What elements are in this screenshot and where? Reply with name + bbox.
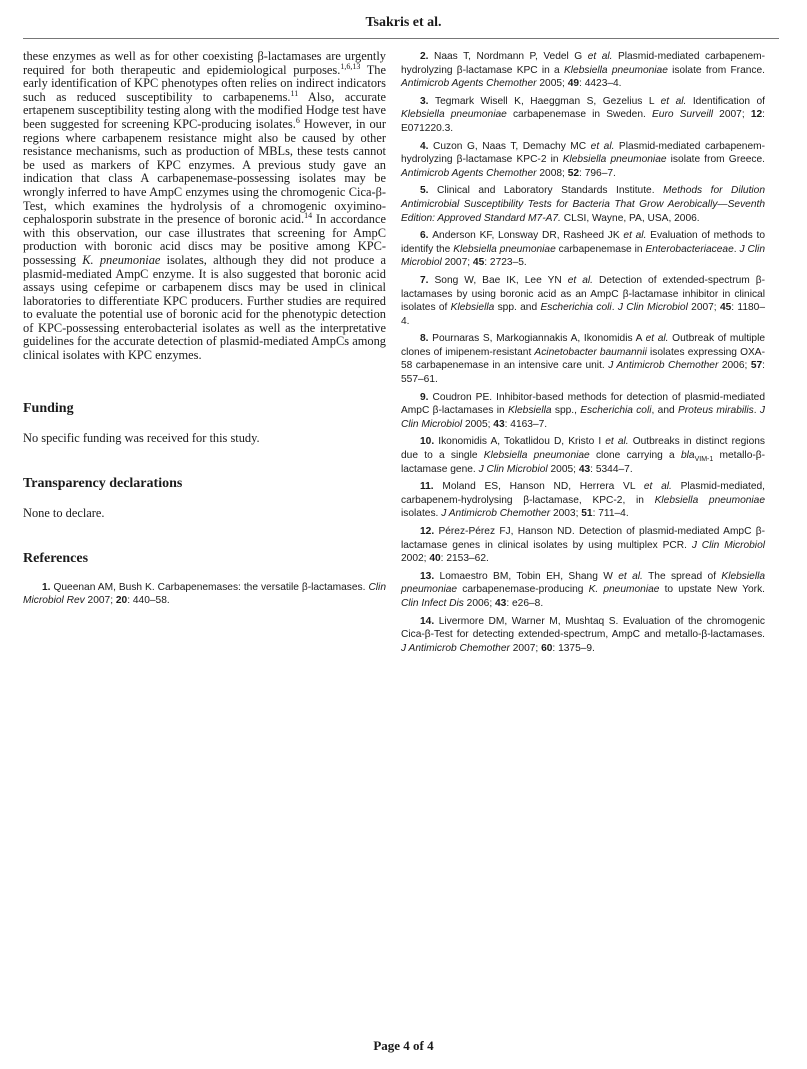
reference-volume: 60 — [541, 642, 553, 654]
reference-text: Cuzon G, Naas T, Demachy MC — [433, 140, 591, 152]
reference-italic-text: J Clin Microbiol — [617, 302, 688, 314]
reference-text: 2005; — [547, 463, 579, 475]
reference-text: Plasmid-mediated carbapenem-hydrolyzing β-lactamase KPC in a — [401, 51, 765, 76]
reference-text: isolate from France. — [667, 64, 765, 76]
reference-volume: 12 — [750, 109, 763, 121]
reference-italic-text: Proteus mirabilis — [677, 405, 754, 417]
reference-text: 2007; — [687, 302, 720, 314]
species-name: K. pneumoniae — [82, 252, 161, 267]
citation-superscript: 1,6,13 — [340, 61, 361, 71]
reference-number: 3. — [420, 95, 435, 107]
running-header — [0, 15, 807, 31]
reference-italic-text: Klebsiella pneumoniae — [483, 450, 590, 462]
reference-text: Coudron PE. Inhibitor-based methods for detection of plasmid-mediated AmpC β-lactamases in — [401, 391, 765, 417]
reference-text: : 4423–4. — [579, 78, 622, 90]
reference-number: 12. — [420, 526, 439, 537]
reference-volume: 45 — [472, 257, 485, 269]
reference-italic-text: Klebsiella pneumoniae — [562, 154, 667, 166]
body-text-segment: isolates, although they did not produce a plasmid-mediated AmpC enzyme. It is also suggested that boronic acid assays using cefepime or carbapenem discs may be used in clinical laboratories to differentiate KPC producers. Further studies are required to evaluate the potential use of boronic acid for the phenotypic detection of KPC-possessing enterobacterial isolates as well as the interpretative guidelines for the accurate detection of plasmid-mediated AmpCs among clinical isolates with KPC enzymes. — [23, 252, 387, 363]
reference-text: 2007; — [84, 595, 116, 607]
transparency-heading: Transparency declarations — [23, 475, 183, 491]
reference-italic-text: et al. — [623, 230, 647, 242]
reference-item — [401, 525, 765, 566]
reference-text: , and — [651, 405, 678, 417]
reference-italic-text: et al. — [567, 274, 593, 286]
reference-text: Livermore DM, Warner M, Mushtaq S. Evaluation of the chromogenic Cica-β-Test for detecting extended-spectrum, AmpC and metallo-β-lactamases. — [401, 615, 765, 641]
reference-italic-text: et al. — [645, 333, 669, 345]
reference-text: Song W, Bae IK, Lee YN — [434, 274, 568, 286]
reference-text: 2002; — [401, 553, 430, 565]
reference-text: Plasmid-mediated carbapenem-hydrolyzing β-lactamase KPC-2 in — [401, 140, 765, 166]
reference-text: Tegmark Wisell K, Haeggman S, Gezelius L — [434, 95, 661, 107]
reference-text: Evaluation of methods to identify the — [401, 230, 765, 255]
reference-item — [401, 274, 765, 328]
reference-italic-text: Klebsiella — [450, 302, 495, 314]
reference-number: 4. — [420, 140, 434, 152]
reference-number: 6. — [420, 230, 433, 242]
reference-volume: 20 — [115, 595, 128, 607]
reference-text: Outbreak of multiple clones of imipenem-resistant — [401, 333, 766, 358]
reference-text: : 796–7. — [579, 167, 616, 179]
reference-text: Queenan AM, Bush K. Carbapenemases: the versatile β-lactamases. — [53, 581, 369, 593]
reference-list-right — [401, 50, 765, 655]
reference-text: : 4163–7. — [504, 418, 548, 430]
left-column — [23, 50, 386, 612]
reference-text: . — [611, 302, 618, 314]
reference-italic-text: et al. — [587, 51, 613, 62]
reference-text: spp., — [551, 405, 581, 417]
reference-text: : 1180–4. — [401, 302, 766, 327]
reference-item — [401, 435, 765, 476]
reference-italic-text: Clin Microbiol Rev — [23, 581, 386, 607]
reference-text: Pérez-Pérez FJ, Hanson ND. Detection of plasmid-mediated AmpC β-lactamase genes in clinical isolates by using multiplex PCR. — [401, 526, 765, 551]
reference-italic-text: Escherichia coli — [580, 405, 652, 417]
reference-italic-text: Methods for Dilution Antimicrobial Susceptibility Tests for Bacteria That Grow Aerobically—Seventh Edition: Approved Standard M7-A7. — [401, 185, 766, 224]
citation-superscript: 11 — [290, 88, 299, 98]
reference-italic-text: Clin Infect Dis — [401, 597, 464, 609]
reference-text: 2008; — [536, 167, 568, 179]
reference-italic-text: J Antimicrob Chemother — [441, 508, 551, 520]
discussion-paragraph — [23, 50, 386, 363]
body-text-segment: Also, accurate ertapenem susceptibility testing along with the modified Hodge test have been suggested for screening KPC-producing isolates. — [23, 89, 387, 131]
reference-text: isolate from Greece. — [666, 154, 766, 166]
reference-volume: 52 — [567, 167, 580, 179]
citation-superscript: 14 — [304, 211, 313, 220]
reference-text: : E071220.3. — [401, 109, 765, 134]
reference-italic-text: et al. — [643, 481, 672, 493]
reference-text: carbapenemase in — [555, 243, 646, 255]
reference-text: isolates. — [401, 508, 442, 520]
reference-text: Plasmid-mediated, carbapenem-hydrolysing β-lactamase, KPC-2, in — [401, 481, 765, 506]
reference-italic-text: K. pneumoniae — [588, 584, 660, 596]
reference-number: 13. — [420, 570, 440, 582]
reference-list-left — [23, 581, 386, 608]
reference-volume: 43 — [578, 463, 591, 475]
reference-text: 2005; — [536, 78, 568, 90]
reference-text: clone carrying a — [589, 450, 681, 462]
reference-italic-text: J Clin Microbiol — [478, 463, 548, 475]
reference-item — [401, 184, 765, 225]
reference-italic-text: Escherichia coli — [540, 302, 612, 314]
reference-number: 10. — [420, 436, 439, 448]
reference-text: carbapenemase-producing — [457, 584, 589, 596]
reference-text: Moland ES, Hanson ND, Herrera VL — [442, 481, 644, 493]
reference-italic-text: et al. — [618, 570, 643, 582]
reference-text: CLSI, Wayne, PA, USA, 2006. — [560, 212, 700, 224]
reference-subscript: VIM-1 — [694, 456, 714, 464]
reference-volume: 43 — [495, 597, 507, 609]
reference-text: : 2153–62. — [440, 553, 489, 565]
reference-number: 9. — [420, 391, 433, 403]
reference-italic-text: Antimicrob Agents Chemother — [401, 167, 537, 179]
reference-number: 8. — [420, 333, 433, 345]
reference-italic-text: J Clin Microbiol — [401, 243, 765, 269]
reference-text: 2006; — [718, 360, 751, 372]
reference-item — [401, 570, 765, 611]
reference-italic-text: Klebsiella pneumoniae — [453, 243, 556, 255]
reference-text: carbapenemase in Sweden. — [506, 109, 652, 121]
reference-text: Clinical and Laboratory Standards Institute. — [437, 185, 664, 197]
reference-number: 14. — [420, 615, 439, 627]
reference-italic-text: J Clin Microbiol — [401, 405, 765, 430]
reference-italic-text: Klebsiella pneumoniae — [563, 64, 668, 76]
reference-text: 2003; — [550, 508, 582, 520]
reference-text: 2005; — [462, 418, 494, 430]
reference-italic-text: et al. — [660, 95, 687, 107]
reference-volume: 40 — [429, 553, 441, 565]
reference-italic-text: Euro Surveill — [651, 109, 714, 121]
reference-italic-text: J Antimicrob Chemother — [401, 642, 510, 654]
reference-text: Lomaestro BM, Tobin EH, Shang W — [439, 570, 619, 582]
reference-volume: 57 — [750, 360, 763, 372]
reference-italic-text: J Antimicrob Chemother — [608, 360, 719, 372]
reference-text: Naas T, Nordmann P, Vedel G — [433, 51, 588, 62]
reference-volume: 51 — [581, 508, 593, 520]
reference-text: spp. and — [494, 302, 541, 314]
reference-text: : 5344–7. — [590, 463, 633, 475]
reference-italic-text: J Clin Microbiol — [691, 539, 765, 551]
reference-italic-text: Enterobacteriaceae — [645, 243, 734, 255]
reference-text: . — [733, 243, 740, 255]
page-number: Page 4 of 4 — [373, 1038, 434, 1053]
reference-item — [401, 615, 765, 656]
reference-text: The spread of — [642, 570, 722, 582]
reference-number: 5. — [420, 185, 438, 197]
reference-italic-text: Klebsiella — [507, 405, 552, 417]
reference-text: : e26–8. — [506, 597, 544, 609]
reference-text: 2007; — [713, 109, 751, 121]
reference-text: : 440–58. — [127, 595, 170, 607]
reference-volume: 43 — [493, 418, 505, 430]
reference-number: 1. — [42, 581, 54, 593]
running-title: Tsakris et al. — [365, 15, 442, 30]
reference-text: isolates expressing OXA-58 carbapenemase in an intensive care unit. — [401, 346, 765, 372]
page-footer — [0, 1038, 807, 1054]
references-heading: References — [23, 550, 89, 566]
reference-volume: 45 — [719, 302, 732, 314]
body-text-segment: these enzymes as well as for other coexisting β-lactamases are urgently required for both therapeutic and epidemiological purposes. — [23, 49, 386, 77]
reference-text: Pournaras S, Markogiannakis A, Ikonomidis A — [432, 333, 646, 345]
reference-text: : 1375–9. — [552, 642, 595, 654]
reference-item — [401, 50, 765, 91]
reference-text: to upstate New York. — [659, 584, 765, 596]
body-text-segment: In accordance with this observation, our case illustrates that screening for AmpC production with boronic acid discs may be positive among KPC-possessing — [23, 212, 387, 267]
reference-italic-text: et al. — [590, 140, 615, 152]
reference-italic-text: Klebsiella pneumoniae — [401, 109, 507, 121]
funding-heading: Funding — [23, 400, 74, 416]
body-text-segment: However, in our regions where carbapenem resistance might also be caused by other resistance mechanisms, such as production of MBLs, these tests cannot be used as markers of KPC enzymes. A previous study gave an indication that class A carbapenemase-possessing isolates may be wrongly inferred to have AmpC enzymes using the chromogenic Cica-β-Test, which examines the hydrolysis of a chromogenic oxyimino-cephalosporin substrate in the presence of boronic acid. — [23, 116, 386, 227]
reference-text: Ikonomidis A, Tokatlidou D, Kristo I — [438, 436, 606, 448]
reference-italic-text: Klebsiella pneumoniae — [401, 570, 766, 596]
reference-text: Anderson KF, Lonsway DR, Rasheed JK — [432, 230, 624, 242]
reference-number: 2. — [420, 51, 434, 62]
reference-item — [23, 581, 386, 608]
reference-text: : 557–61. — [401, 360, 765, 386]
right-column — [401, 50, 765, 659]
reference-italic-text: Acinetobacter baumannii — [534, 346, 647, 358]
transparency-text: None to declare. — [23, 505, 105, 520]
reference-text: : 711–4. — [592, 508, 629, 520]
reference-text: : 2723–5. — [484, 257, 527, 269]
reference-italic-text: bla — [680, 450, 695, 462]
reference-text: 2007; — [441, 257, 473, 269]
reference-volume: 49 — [567, 78, 580, 90]
citation-superscript: 6 — [295, 115, 300, 125]
reference-text: . — [753, 405, 760, 417]
reference-text: metallo-β-lactamase gene. — [401, 450, 766, 475]
reference-text: Identification of — [686, 95, 766, 107]
header-rule — [23, 38, 779, 39]
reference-text: 2006; — [463, 597, 495, 609]
reference-text: 2007; — [509, 642, 542, 654]
reference-item — [401, 480, 765, 521]
funding-text: No specific funding was received for this study. — [23, 430, 260, 445]
reference-text: Detection of extended-spectrum β-lactamases by using boronic acid as an AmpC β-lactamase inhibitor in clinical isolates of — [401, 274, 765, 314]
reference-italic-text: Klebsiella pneumoniae — [654, 494, 766, 506]
reference-item — [401, 95, 765, 136]
reference-text: Outbreaks in distinct regions due to a single — [401, 436, 765, 462]
reference-number: 11. — [420, 481, 443, 493]
reference-number: 7. — [420, 274, 435, 286]
reference-item — [401, 140, 765, 181]
body-text-segment: The early identification of KPC phenotypes often relies on indirect indicators such as reduced susceptibility to carbapenems. — [23, 62, 386, 104]
reference-item — [401, 229, 765, 270]
reference-italic-text: Antimicrob Agents Chemother — [401, 78, 537, 90]
reference-item — [401, 391, 765, 432]
reference-italic-text: et al. — [605, 436, 629, 448]
reference-item — [401, 332, 765, 386]
